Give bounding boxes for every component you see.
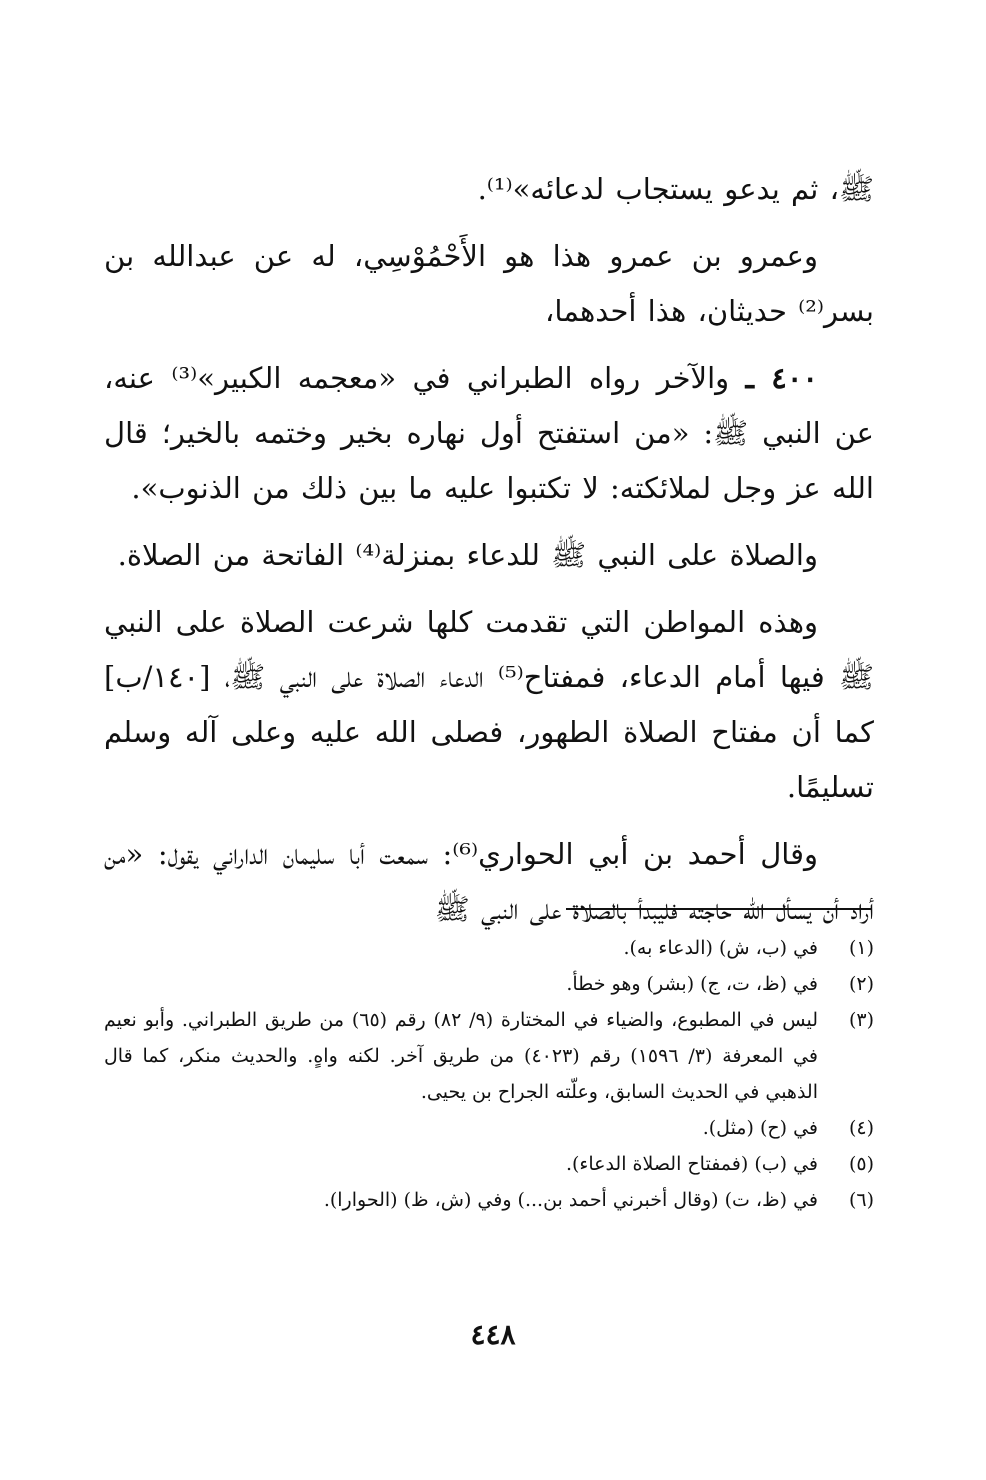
- footnote: [104, 1002, 874, 1110]
- main-text: [104, 162, 874, 949]
- footnote: [104, 1146, 874, 1182]
- footnote-number: (٣): [848, 1009, 874, 1031]
- paragraph: وهذه المواطن التي تقدمت كلها شرعت الصلاة على النبي ﷺ فيها أمام الدعاء، فمفتاح⁽⁵⁾ الدعاء الصلاة على النبي ﷺ، [١٤٠/ب] كما أن مفتاح الصلاة الطهور، فصلى الله عليه وعلى آله وسلم تسليمًا.: [104, 605, 874, 804]
- footnote-number: (٢): [848, 973, 874, 995]
- page-number: ٤٤٨: [470, 1318, 516, 1351]
- paragraph: وعمرو بن عمرو هذا هو الأَحْمُوْسِي، له عن عبدالله بن بسر⁽²⁾ حديثان، هذا أحدهما،: [104, 239, 874, 328]
- footnote-number: (٤): [848, 1117, 874, 1139]
- footnote-text: ليس في المطبوع، والضياء في المختارة (٩/ ٨٢) رقم (٦٥) من طريق الطبراني. وأبو نعيم في المعرفة (٣/ ١٥٩٦) رقم (٤٠٢٣) من طريق آخر. لكنه واهٍ. والحديث منكر، كما قال الذهبي في الحديث السابق، وعلّته الجراح بن يحيى.: [104, 1009, 818, 1103]
- footnote-text: في (ظ، ت) (وقال أخبرني أحمد بن...) وفي (ش، ظ) (الحوارا).: [323, 1189, 818, 1211]
- paragraph: والصلاة على النبي ﷺ للدعاء بمنزلة⁽⁴⁾ الفاتحة من الصلاة.: [117, 538, 818, 572]
- footnotes: [104, 930, 874, 1218]
- footnote-text: في (ح) (مثل).: [702, 1117, 818, 1139]
- footnote-number: (١): [848, 937, 874, 959]
- hadith-number: ٤٠٠ ـ: [745, 361, 819, 395]
- footnote-number: (٦): [848, 1189, 874, 1211]
- paragraph-continuation: ﷺ، ثم يدعو يستجاب لدعائه»⁽¹⁾.: [477, 172, 874, 206]
- footnote-text: في (ب) (فمفتاح الصلاة الدعاء).: [565, 1153, 818, 1175]
- footnote-number: (٥): [848, 1153, 874, 1175]
- footnote: [104, 930, 874, 966]
- paragraph: وقال أحمد بن أبي الحواري⁽⁶⁾: سمعت أبا سليمان الداراني يقول: «من أراد أن يسأل الله حاجته فليبدأ بالصلاة على النبي ﷺ: [104, 837, 874, 926]
- footnote: [104, 1110, 874, 1146]
- footnote-text: في (ظ، ت، ج) (بشر) وهو خطأ.: [566, 973, 818, 995]
- paragraph-hadith-400: [104, 351, 874, 516]
- footnote: [104, 1182, 874, 1218]
- hadith-text: والآخر رواه الطبراني في «معجمه الكبير»⁽³⁾ عنه، عن النبي ﷺ: «من استفتح أول نهاره بخير وختمه بالخير؛ قال الله عز وجل لملائكته: لا تكتبوا عليه ما بين ذلك من الذنوب».: [104, 361, 874, 505]
- footnote: [104, 966, 874, 1002]
- footnote-separator: [566, 908, 872, 910]
- footnote-text: في (ب، ش) (الدعاء به).: [623, 937, 818, 959]
